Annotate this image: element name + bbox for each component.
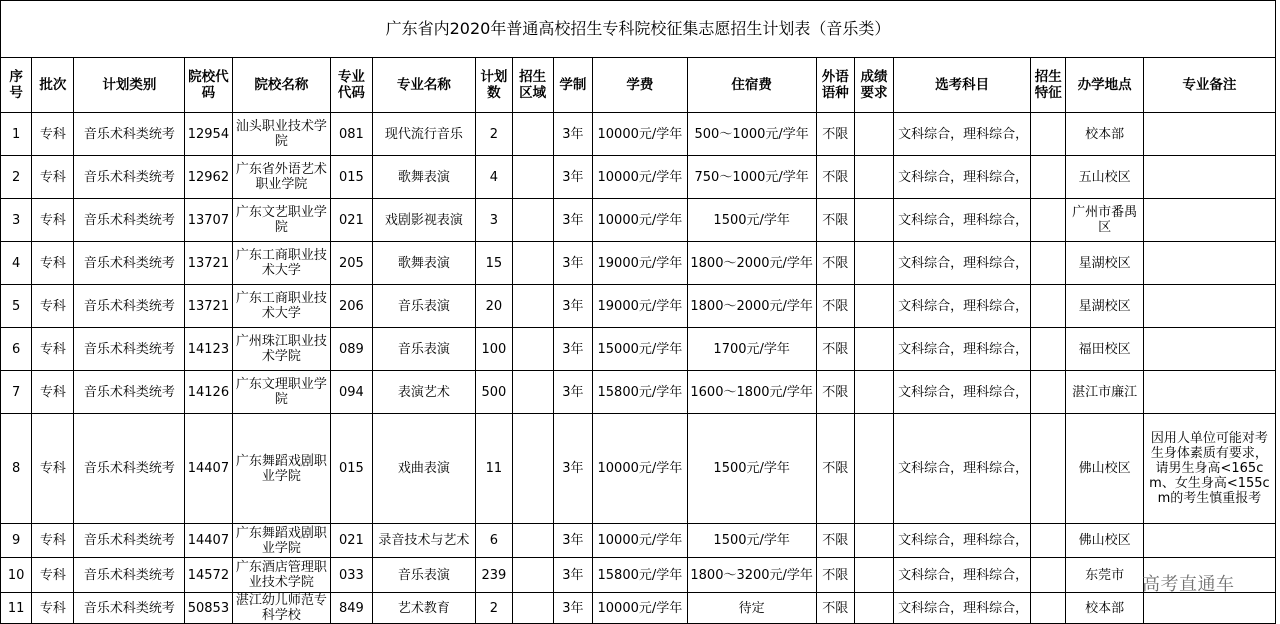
cell-major-code: 015: [331, 156, 372, 199]
cell-tuition: 15800元/学年: [593, 558, 688, 593]
cell-notes: [1143, 524, 1275, 558]
table-row: [1, 242, 1276, 285]
cell-region: [512, 414, 553, 524]
cell-location: 福田校区: [1066, 328, 1144, 371]
cell-score-req: [854, 113, 893, 156]
cell-school-code: 13721: [185, 285, 232, 328]
cell-plan-count: 15: [476, 242, 512, 285]
cell-score-req: [854, 414, 893, 524]
col-header-major-code: 专业代码: [331, 58, 372, 113]
cell-major-name: 戏曲表演: [372, 414, 476, 524]
cell-school-code: 14123: [185, 328, 232, 371]
cell-school-name: 广东文理职业学院: [232, 371, 331, 414]
cell-feature: [1031, 371, 1066, 414]
cell-region: [512, 156, 553, 199]
col-header-plan-type: 计划类别: [74, 58, 185, 113]
cell-notes: [1143, 328, 1275, 371]
col-header-score-req: 成绩要求: [854, 58, 893, 113]
cell-plan-type: 音乐术科类统考: [74, 242, 185, 285]
cell-region: [512, 328, 553, 371]
cell-tuition: 10000元/学年: [593, 414, 688, 524]
cell-feature: [1031, 593, 1066, 624]
cell-batch: 专科: [32, 156, 74, 199]
cell-duration: 3年: [553, 113, 592, 156]
cell-location: 广州市番禺区: [1066, 199, 1144, 242]
cell-school-code: 14126: [185, 371, 232, 414]
cell-lodging: 1800～2000元/学年: [687, 242, 816, 285]
cell-plan-count: 3: [476, 199, 512, 242]
cell-feature: [1031, 156, 1066, 199]
col-header-feature: 招生特征: [1031, 58, 1066, 113]
cell-major-name: 歌舞表演: [372, 242, 476, 285]
cell-lodging: 500～1000元/学年: [687, 113, 816, 156]
cell-lodging: 待定: [687, 593, 816, 624]
cell-location: 校本部: [1066, 593, 1144, 624]
cell-batch: 专科: [32, 113, 74, 156]
cell-batch: 专科: [32, 558, 74, 593]
cell-notes: [1143, 156, 1275, 199]
cell-school-code: 14407: [185, 414, 232, 524]
watermark-text: 高考直通车: [1142, 574, 1235, 595]
cell-location: 佛山校区: [1066, 524, 1144, 558]
col-header-plan-count: 计划数: [476, 58, 512, 113]
cell-duration: 3年: [553, 524, 592, 558]
cell-school-name: 广东舞蹈戏剧职业学院: [232, 414, 331, 524]
cell-plan-count: 20: [476, 285, 512, 328]
cell-feature: [1031, 199, 1066, 242]
cell-school-code: 50853: [185, 593, 232, 624]
cell-seq: 10: [1, 558, 32, 593]
cell-language: 不限: [816, 242, 854, 285]
cell-plan-count: 4: [476, 156, 512, 199]
cell-tuition: 15800元/学年: [593, 371, 688, 414]
cell-notes: [1143, 242, 1275, 285]
col-header-seq: 序号: [1, 58, 32, 113]
cell-duration: 3年: [553, 558, 592, 593]
cell-duration: 3年: [553, 242, 592, 285]
cell-region: [512, 285, 553, 328]
cell-feature: [1031, 414, 1066, 524]
cell-major-code: 206: [331, 285, 372, 328]
cell-plan-type: 音乐术科类统考: [74, 285, 185, 328]
table-row: [1, 593, 1276, 624]
cell-school-name: 广东舞蹈戏剧职业学院: [232, 524, 331, 558]
cell-plan-type: 音乐术科类统考: [74, 371, 185, 414]
cell-region: [512, 593, 553, 624]
cell-school-name: 广东工商职业技术大学: [232, 285, 331, 328]
col-header-lodging: 住宿费: [687, 58, 816, 113]
cell-school-code: 14407: [185, 524, 232, 558]
cell-major-code: 089: [331, 328, 372, 371]
cell-score-req: [854, 524, 893, 558]
cell-language: 不限: [816, 558, 854, 593]
cell-school-name: 广东省外语艺术职业学院: [232, 156, 331, 199]
cell-major-name: 戏剧影视表演: [372, 199, 476, 242]
cell-batch: 专科: [32, 371, 74, 414]
cell-major-code: 015: [331, 414, 372, 524]
col-header-batch: 批次: [32, 58, 74, 113]
cell-language: 不限: [816, 285, 854, 328]
cell-feature: [1031, 524, 1066, 558]
col-header-location: 办学地点: [1066, 58, 1144, 113]
cell-plan-count: 2: [476, 593, 512, 624]
cell-school-name: 湛江幼儿师范专科学校: [232, 593, 331, 624]
cell-region: [512, 113, 553, 156]
table-row: [1, 414, 1276, 524]
cell-major-code: 081: [331, 113, 372, 156]
table-row: [1, 113, 1276, 156]
page-title: 广东省内2020年普通高校招生专科院校征集志愿招生计划表（音乐类）: [1, 1, 1276, 58]
cell-location: 星湖校区: [1066, 242, 1144, 285]
cell-subjects: 文科综合，理科综合，: [894, 285, 1031, 328]
cell-feature: [1031, 242, 1066, 285]
cell-duration: 3年: [553, 414, 592, 524]
cell-lodging: 1800～2000元/学年: [687, 285, 816, 328]
cell-school-code: 12962: [185, 156, 232, 199]
cell-seq: 1: [1, 113, 32, 156]
cell-subjects: 文科综合，理科综合，: [894, 199, 1031, 242]
cell-seq: 6: [1, 328, 32, 371]
table-row: [1, 285, 1276, 328]
header-row: [1, 58, 1276, 113]
cell-location: 校本部: [1066, 113, 1144, 156]
cell-major-code: 849: [331, 593, 372, 624]
cell-major-name: 音乐表演: [372, 328, 476, 371]
cell-plan-count: 6: [476, 524, 512, 558]
col-header-school-code: 院校代码: [185, 58, 232, 113]
cell-major-name: 表演艺术: [372, 371, 476, 414]
cell-duration: 3年: [553, 593, 592, 624]
cell-language: 不限: [816, 414, 854, 524]
cell-lodging: 1500元/学年: [687, 414, 816, 524]
cell-region: [512, 242, 553, 285]
cell-notes: [1143, 593, 1275, 624]
cell-duration: 3年: [553, 156, 592, 199]
cell-lodging: 1500元/学年: [687, 199, 816, 242]
cell-plan-count: 100: [476, 328, 512, 371]
cell-lodging: 1600～1800元/学年: [687, 371, 816, 414]
cell-location: 东莞市: [1066, 558, 1144, 593]
cell-major-name: 现代流行音乐: [372, 113, 476, 156]
cell-lodging: 750～1000元/学年: [687, 156, 816, 199]
cell-region: [512, 199, 553, 242]
cell-batch: 专科: [32, 524, 74, 558]
col-header-school-name: 院校名称: [232, 58, 331, 113]
cell-major-name: 音乐表演: [372, 285, 476, 328]
cell-tuition: 10000元/学年: [593, 199, 688, 242]
cell-subjects: 文科综合，理科综合，: [894, 558, 1031, 593]
col-header-major-name: 专业名称: [372, 58, 476, 113]
cell-major-name: 歌舞表演: [372, 156, 476, 199]
cell-language: 不限: [816, 156, 854, 199]
cell-score-req: [854, 199, 893, 242]
cell-plan-type: 音乐术科类统考: [74, 328, 185, 371]
cell-school-name: 汕头职业技术学院: [232, 113, 331, 156]
cell-feature: [1031, 113, 1066, 156]
col-header-tuition: 学费: [593, 58, 688, 113]
cell-language: 不限: [816, 199, 854, 242]
cell-school-code: 14572: [185, 558, 232, 593]
cell-duration: 3年: [553, 285, 592, 328]
cell-duration: 3年: [553, 199, 592, 242]
cell-score-req: [854, 371, 893, 414]
cell-seq: 8: [1, 414, 32, 524]
cell-subjects: 文科综合，理科综合，: [894, 242, 1031, 285]
cell-lodging: 1500元/学年: [687, 524, 816, 558]
col-header-region: 招生区域: [512, 58, 553, 113]
cell-language: 不限: [816, 328, 854, 371]
cell-plan-type: 音乐术科类统考: [74, 558, 185, 593]
cell-score-req: [854, 593, 893, 624]
cell-school-name: 广州珠江职业技术学院: [232, 328, 331, 371]
cell-feature: [1031, 328, 1066, 371]
cell-plan-type: 音乐术科类统考: [74, 414, 185, 524]
cell-plan-type: 音乐术科类统考: [74, 199, 185, 242]
cell-feature: [1031, 285, 1066, 328]
cell-subjects: 文科综合，理科综合，: [894, 414, 1031, 524]
cell-major-code: 021: [331, 199, 372, 242]
table-row: [1, 328, 1276, 371]
cell-seq: 11: [1, 593, 32, 624]
cell-plan-count: 500: [476, 371, 512, 414]
cell-subjects: 文科综合，理科综合，: [894, 593, 1031, 624]
cell-language: 不限: [816, 113, 854, 156]
cell-school-name: 广东文艺职业学院: [232, 199, 331, 242]
cell-plan-type: 音乐术科类统考: [74, 156, 185, 199]
cell-plan-count: 239: [476, 558, 512, 593]
cell-plan-type: 音乐术科类统考: [74, 524, 185, 558]
cell-school-code: 13721: [185, 242, 232, 285]
cell-tuition: 19000元/学年: [593, 242, 688, 285]
cell-plan-count: 11: [476, 414, 512, 524]
table-row: [1, 199, 1276, 242]
cell-seq: 2: [1, 156, 32, 199]
cell-language: 不限: [816, 524, 854, 558]
cell-seq: 9: [1, 524, 32, 558]
cell-major-code: 033: [331, 558, 372, 593]
cell-region: [512, 558, 553, 593]
cell-lodging: 1800～3200元/学年: [687, 558, 816, 593]
cell-tuition: 10000元/学年: [593, 524, 688, 558]
cell-tuition: 10000元/学年: [593, 156, 688, 199]
cell-notes: 因用人单位可能对考生身体素质有要求，请男生身高<165cm、女生身高<155cm的考生慎重报考: [1143, 414, 1275, 524]
col-header-language: 外语语种: [816, 58, 854, 113]
cell-location: 佛山校区: [1066, 414, 1144, 524]
cell-location: 星湖校区: [1066, 285, 1144, 328]
cell-notes: [1143, 113, 1275, 156]
cell-feature: [1031, 558, 1066, 593]
table-row: [1, 524, 1276, 558]
cell-major-name: 艺术教育: [372, 593, 476, 624]
table-row: [1, 558, 1276, 593]
col-header-duration: 学制: [553, 58, 592, 113]
cell-score-req: [854, 242, 893, 285]
cell-batch: 专科: [32, 414, 74, 524]
cell-batch: 专科: [32, 328, 74, 371]
cell-batch: 专科: [32, 242, 74, 285]
cell-seq: 3: [1, 199, 32, 242]
cell-batch: 专科: [32, 199, 74, 242]
cell-school-name: 广东酒店管理职业技术学院: [232, 558, 331, 593]
cell-language: 不限: [816, 593, 854, 624]
cell-tuition: 10000元/学年: [593, 113, 688, 156]
col-header-notes: 专业备注: [1143, 58, 1275, 113]
cell-language: 不限: [816, 371, 854, 414]
cell-subjects: 文科综合，理科综合，: [894, 328, 1031, 371]
cell-subjects: 文科综合，理科综合，: [894, 371, 1031, 414]
cell-subjects: 文科综合，理科综合，: [894, 113, 1031, 156]
cell-score-req: [854, 558, 893, 593]
cell-school-code: 12954: [185, 113, 232, 156]
cell-major-code: 205: [331, 242, 372, 285]
cell-plan-count: 2: [476, 113, 512, 156]
cell-subjects: 文科综合，理科综合，: [894, 524, 1031, 558]
cell-duration: 3年: [553, 371, 592, 414]
cell-lodging: 1700元/学年: [687, 328, 816, 371]
cell-seq: 5: [1, 285, 32, 328]
cell-notes: [1143, 285, 1275, 328]
cell-location: 五山校区: [1066, 156, 1144, 199]
cell-region: [512, 371, 553, 414]
cell-score-req: [854, 328, 893, 371]
table-row: [1, 156, 1276, 199]
cell-batch: 专科: [32, 593, 74, 624]
cell-major-code: 021: [331, 524, 372, 558]
cell-seq: 4: [1, 242, 32, 285]
cell-score-req: [854, 156, 893, 199]
cell-score-req: [854, 285, 893, 328]
table-row: [1, 371, 1276, 414]
cell-plan-type: 音乐术科类统考: [74, 593, 185, 624]
cell-notes: [1143, 371, 1275, 414]
cell-notes: [1143, 199, 1275, 242]
cell-major-code: 094: [331, 371, 372, 414]
cell-duration: 3年: [553, 328, 592, 371]
cell-region: [512, 524, 553, 558]
cell-batch: 专科: [32, 285, 74, 328]
cell-school-name: 广东工商职业技术大学: [232, 242, 331, 285]
cell-subjects: 文科综合，理科综合，: [894, 156, 1031, 199]
cell-school-code: 13707: [185, 199, 232, 242]
cell-tuition: 19000元/学年: [593, 285, 688, 328]
cell-location: 湛江市廉江: [1066, 371, 1144, 414]
cell-plan-type: 音乐术科类统考: [74, 113, 185, 156]
cell-tuition: 15000元/学年: [593, 328, 688, 371]
col-header-subjects: 选考科目: [894, 58, 1031, 113]
cell-major-name: 音乐表演: [372, 558, 476, 593]
cell-seq: 7: [1, 371, 32, 414]
cell-tuition: 10000元/学年: [593, 593, 688, 624]
cell-major-name: 录音技术与艺术: [372, 524, 476, 558]
